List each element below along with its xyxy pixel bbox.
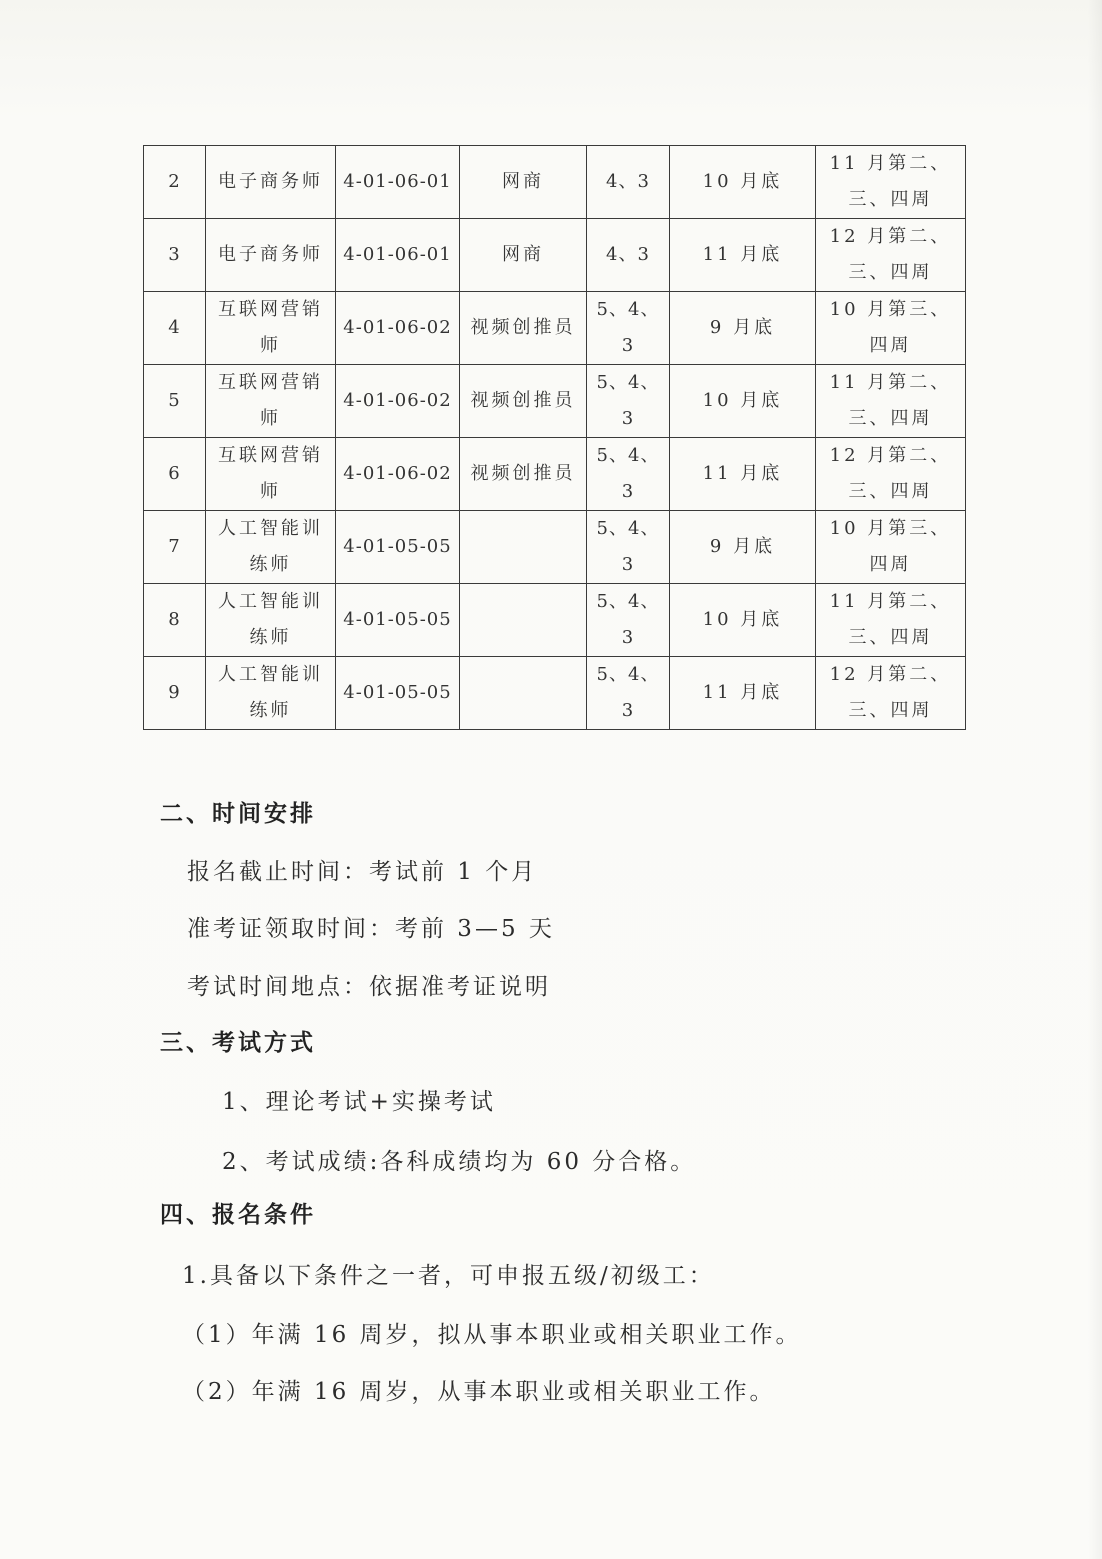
cell-registration-deadline: 11 月底: [670, 657, 816, 730]
cell-levels: 4、3: [587, 146, 670, 219]
cell-occupation-name: 人工智能训练师: [206, 584, 336, 657]
cell-exam-date: 10 月第三、四周: [816, 511, 966, 584]
section-heading-time: 二、时间安排: [160, 800, 316, 827]
cell-occupation-code: 4-01-06-02: [336, 292, 460, 365]
cell-job-type: [460, 657, 587, 730]
table-row: [144, 438, 966, 511]
cell-levels: 4、3: [587, 219, 670, 292]
table-row: [144, 511, 966, 584]
cell-job-type: 视频创推员: [460, 365, 587, 438]
cell-occupation-name: 互联网营销师: [206, 438, 336, 511]
cell-occupation-code: 4-01-06-01: [336, 219, 460, 292]
cell-row-index: 6: [144, 438, 206, 511]
cell-exam-date: 12 月第二、三、四周: [816, 219, 966, 292]
table-row: [144, 292, 966, 365]
cell-job-type: 视频创推员: [460, 292, 587, 365]
cell-registration-deadline: 10 月底: [670, 146, 816, 219]
exam-method-item-2: 2、考试成绩:各科成绩均为 60 分合格。: [222, 1149, 697, 1175]
registration-deadline: 报名截止时间：考试前 1 个月: [187, 859, 538, 885]
cell-row-index: 9: [144, 657, 206, 730]
cell-row-index: 5: [144, 365, 206, 438]
cell-occupation-name: 互联网营销师: [206, 292, 336, 365]
cell-occupation-code: 4-01-05-05: [336, 511, 460, 584]
requirement-condition-2: （2）年满 16 周岁，从事本职业或相关职业工作。: [182, 1379, 776, 1405]
cell-exam-date: 11 月第二、三、四周: [816, 146, 966, 219]
cell-levels: 5、4、3: [587, 365, 670, 438]
cell-occupation-code: 4-01-06-02: [336, 365, 460, 438]
cell-occupation-name: 人工智能训练师: [206, 657, 336, 730]
cell-occupation-code: 4-01-05-05: [336, 584, 460, 657]
cell-levels: 5、4、3: [587, 657, 670, 730]
cell-levels: 5、4、3: [587, 438, 670, 511]
exam-time-location: 考试时间地点：依据准考证说明: [187, 974, 551, 1000]
table-row: [144, 219, 966, 292]
cell-occupation-name: 电子商务师: [206, 219, 336, 292]
cell-exam-date: 10 月第三、四周: [816, 292, 966, 365]
cell-occupation-code: 4-01-06-02: [336, 438, 460, 511]
table-row: [144, 365, 966, 438]
cell-occupation-name: 人工智能训练师: [206, 511, 336, 584]
cell-registration-deadline: 9 月底: [670, 292, 816, 365]
exam-schedule-table: [143, 145, 966, 730]
cell-exam-date: 12 月第二、三、四周: [816, 438, 966, 511]
cell-occupation-code: 4-01-06-01: [336, 146, 460, 219]
cell-registration-deadline: 10 月底: [670, 584, 816, 657]
cell-levels: 5、4、3: [587, 292, 670, 365]
section-heading-requirements: 四、报名条件: [160, 1201, 316, 1228]
table-row: [144, 657, 966, 730]
cell-job-type: 视频创推员: [460, 438, 587, 511]
cell-row-index: 3: [144, 219, 206, 292]
scan-edge-shadow: [1088, 0, 1102, 1559]
cell-registration-deadline: 11 月底: [670, 438, 816, 511]
cell-exam-date: 12 月第二、三、四周: [816, 657, 966, 730]
cell-job-type: [460, 584, 587, 657]
admission-ticket-time: 准考证领取时间：考前 3—5 天: [187, 916, 555, 942]
table-row: [144, 146, 966, 219]
cell-row-index: 4: [144, 292, 206, 365]
section-heading-exam-method: 三、考试方式: [160, 1029, 316, 1056]
requirements-intro: 1.具备以下条件之一者，可申报五级/初级工：: [182, 1263, 715, 1289]
cell-registration-deadline: 10 月底: [670, 365, 816, 438]
cell-job-type: [460, 511, 587, 584]
cell-levels: 5、4、3: [587, 511, 670, 584]
cell-occupation-code: 4-01-05-05: [336, 657, 460, 730]
cell-job-type: 网商: [460, 219, 587, 292]
exam-method-item-1: 1、理论考试+实操考试: [222, 1089, 496, 1115]
table-row: [144, 584, 966, 657]
cell-occupation-name: 电子商务师: [206, 146, 336, 219]
cell-row-index: 8: [144, 584, 206, 657]
cell-row-index: 7: [144, 511, 206, 584]
cell-exam-date: 11 月第二、三、四周: [816, 584, 966, 657]
cell-job-type: 网商: [460, 146, 587, 219]
cell-levels: 5、4、3: [587, 584, 670, 657]
requirement-condition-1: （1）年满 16 周岁，拟从事本职业或相关职业工作。: [182, 1322, 802, 1348]
cell-registration-deadline: 11 月底: [670, 219, 816, 292]
cell-occupation-name: 互联网营销师: [206, 365, 336, 438]
cell-exam-date: 11 月第二、三、四周: [816, 365, 966, 438]
cell-row-index: 2: [144, 146, 206, 219]
cell-registration-deadline: 9 月底: [670, 511, 816, 584]
